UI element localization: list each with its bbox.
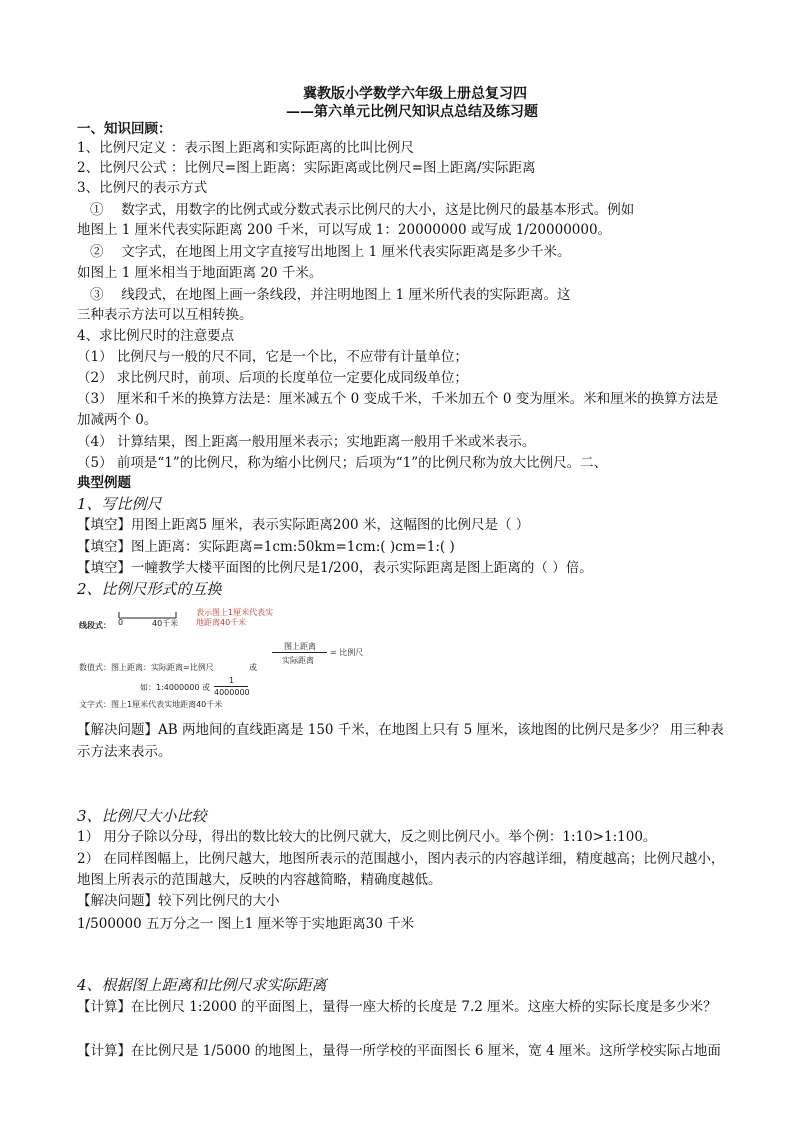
question-calc-2: 【计算】在比例尺是 1/5000 的地图上，量得一所学校的平面图长 6 厘米，宽 4 厘米。这所学校实际占地面 [77,1043,721,1059]
text-line: （3） 厘米和千米的换算方法是：厘米减五个 0 变成千米，千米加五个 0 变为厘米。米和厘米的换算方法是 [77,391,719,407]
subheading-compare-scale: 3、比例尺大小比较 [77,807,207,825]
subheading-write-scale: 1、写比例尺 [77,495,162,513]
question-fill-2: 【填空】图上距离：实际距离=1cm:50km=1cm:( )cm=1:( ) [77,539,455,555]
subheading-actual-distance: 4、根据图上距离和比例尺求实际距离 [77,976,327,994]
text-line: （2） 求比例尺时，前项、后项的长度单位一定要化成同级单位； [77,370,468,386]
line-form-label: 线段式： [79,621,111,630]
page-title: 冀教版小学数学六年级上册总复习四 [303,86,527,102]
subheading-convert-forms: 2、比例尺形式的互换 [77,580,222,598]
question-problem-2: 【解决问题】较下列比例尺的大小 [77,893,280,909]
example-fraction-bottom: 4000000 [214,688,250,697]
text-line: 2、比例尺公式 ：比例尺=图上距离：实际距离或比例尺=图上距离/实际距离 [77,160,536,176]
numeric-form-label: 数值式：图上距离：实际距离=比例尺 [79,663,214,672]
numeric-example: 如：1:4000000 或 [140,683,210,692]
example-fraction-bar [214,686,248,687]
question-fill-1: 【填空】用图上距离5 厘米，表示实际距离200 米，这幅图的比例尺是（ ） [77,517,530,533]
fraction-bar [272,652,327,653]
scale-bar-zero: 0 [118,618,124,627]
text-form-label: 文字式：图上1厘米代表实地距离40千米 [79,700,223,709]
text-line: 地图上 1 厘米代表实际距离 200 千米，可以写成 1：20000000 或写成 1/20000000。 [77,222,612,238]
text-line: （5） 前项是“1”的比例尺，称为缩小比例尺；后项为“1”的比例尺称为放大比例尺。二、 [77,455,608,471]
text-line: 4、求比例尺时的注意要点 [77,328,235,344]
text-line: ① 数字式，用数字的比例式或分数式表示比例尺的大小，这是比例尺的最基本形式。例如 [90,202,635,218]
text-line: 3、比例尺的表示方式 [77,180,208,196]
section-heading-examples: 典型例题 [77,475,131,491]
text-line: （4） 计算结果，图上距离一般用厘米表示；实地距离一般用千米或米表示。 [77,434,536,450]
question-calc-1: 【计算】在比例尺 1:2000 的平面图上，量得一座大桥的长度是 7.2 厘米。这座大桥的实际长度是多少米？ [77,999,717,1015]
text-line: 加减两个 0。 [77,412,158,428]
question-problem-2-options: 1/500000 五万分之一 图上1 厘米等于实地距离30 千米 [77,916,415,932]
fraction-numerator: 图上距离 [284,642,316,651]
scale-bar-note: 地距离40千米 [196,618,247,627]
text-line: ② 文字式，在地图上用文字直接写出地图上 1 厘米代表实际距离是多少千米。 [90,244,571,260]
fraction-denominator: 实际距离 [282,656,314,665]
or-text: 或 [249,663,257,672]
example-fraction-top: 1 [229,676,235,685]
text-line: 地图上所表示的范围越大，反映的内容越简略，精确度越低。 [77,872,442,888]
text-line: 1、比例尺定义 ：表示图上距离和实际距离的比叫比例尺 [77,140,414,156]
text-line: 三种表示方法可以互相转换。 [77,307,253,323]
text-line: （1） 比例尺与一般的尺不同，它是一个比，不应带有计量单位； [77,349,468,365]
page-subtitle: ——第六单元比例尺知识点总结及练习题 [286,104,538,120]
equals-scale: = 比例尺 [330,648,364,657]
question-problem-1: 【解决问题】AB 两地间的直线距离是 150 千米，在地图上只有 5 厘米，该地图的比例尺是多少？ 用三种表 [77,722,724,738]
text-line: 如图上 1 厘米相当于地面距离 20 千米。 [77,265,323,281]
text-line: ③ 线段式，在地图上画一条线段，并注明地图上 1 厘米所代表的实际距离。这 [90,287,571,303]
text-line: 1） 用分子除以分母，得出的数比较大的比例尺就大，反之则比例尺小。举个例：1:10>1:100。 [77,829,657,845]
section-heading-review: 一、知识回顾： [77,121,172,137]
question-fill-3: 【填空】一幢教学大楼平面图的比例尺是1/200，表示实际距离是图上距离的（ ）倍。 [77,560,593,576]
question-problem-1-cont: 示方法来表示。 [77,744,172,760]
text-line: 2） 在同样图幅上，比例尺越大，地图所表示的范围越小，图内表示的内容越详细，精度越高；比例尺越小， [77,851,725,867]
scale-bar-forty: 40千米 [152,619,179,628]
scale-bar-note: 表示图上1厘米代表实 [196,608,274,617]
